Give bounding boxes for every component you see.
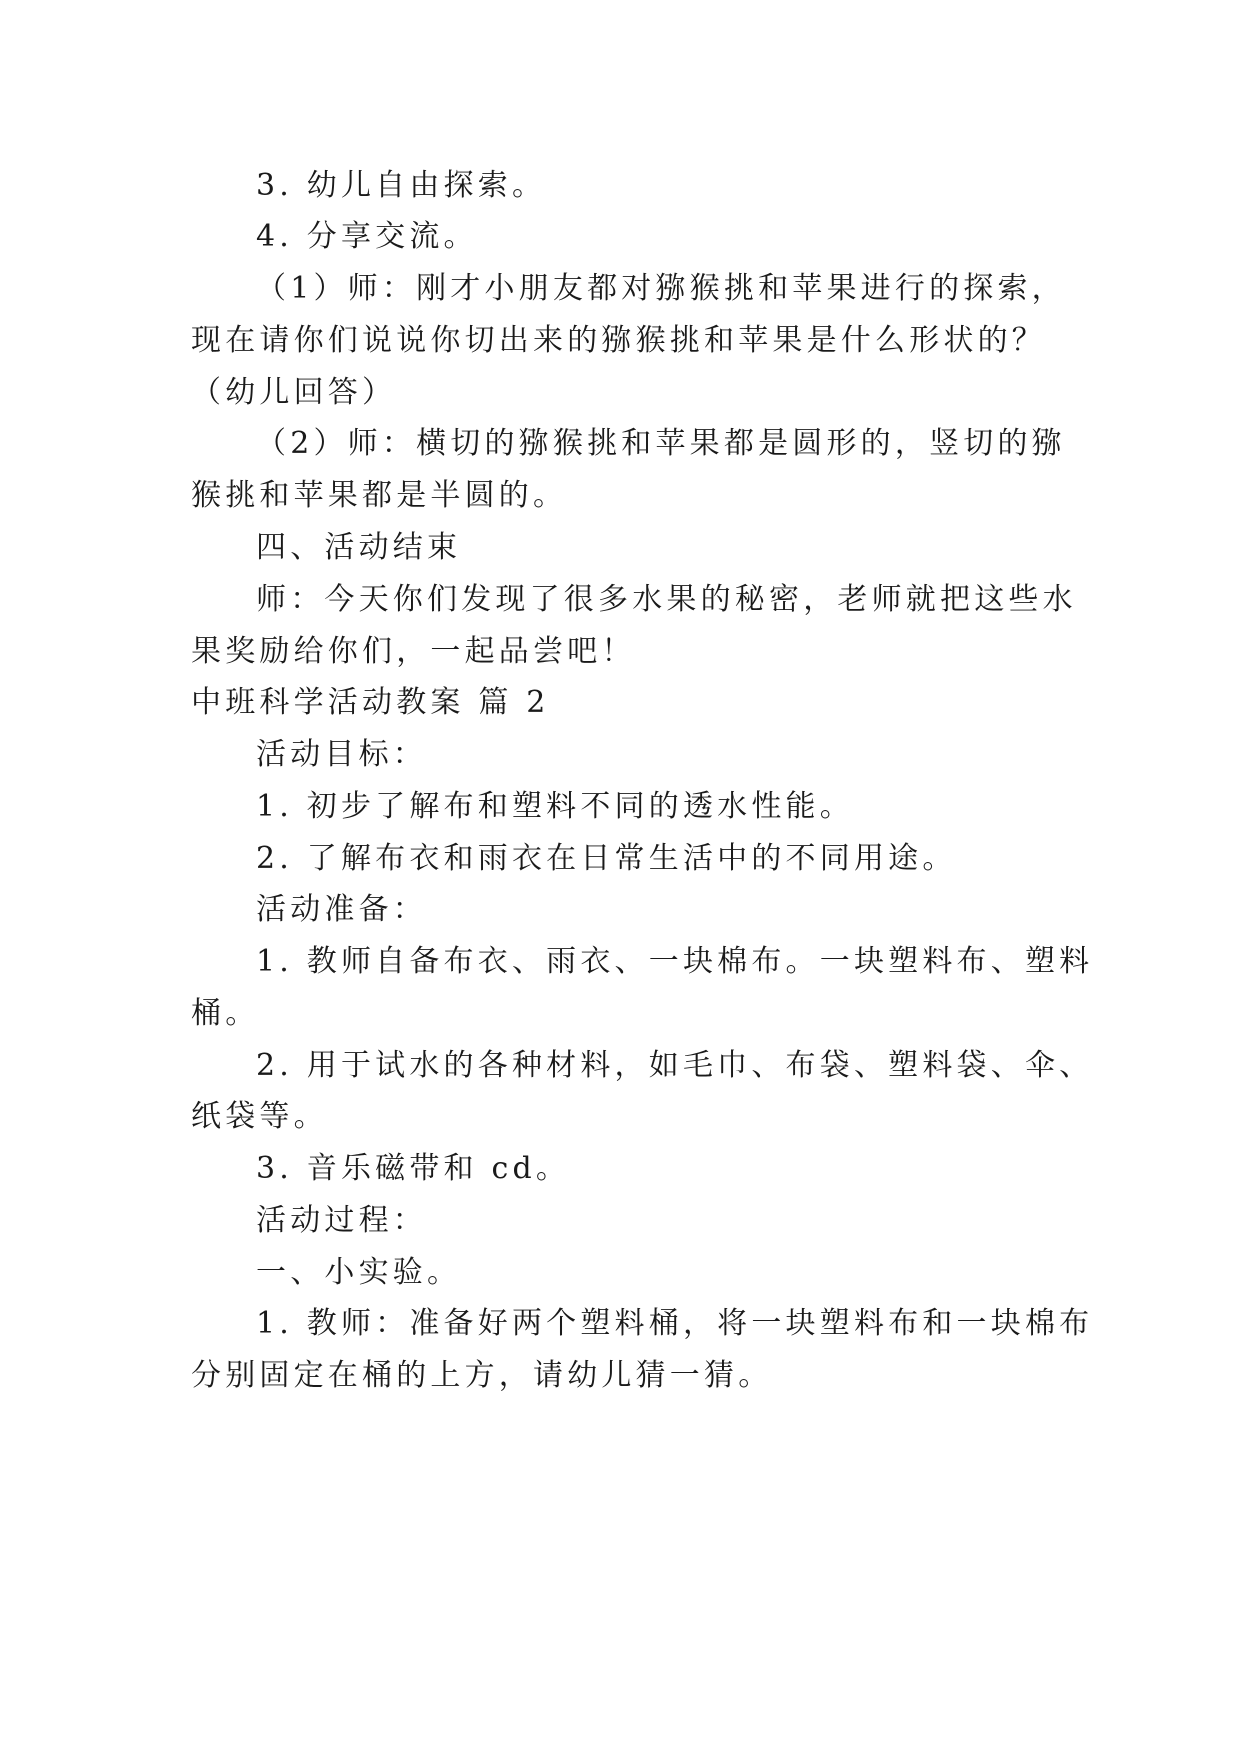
text-line: （1）师：刚才小朋友都对猕猴挑和苹果进行的探索， xyxy=(256,271,1066,306)
text-line: 1. 教师：准备好两个塑料桶，将一块塑料布和一块棉布 xyxy=(256,1306,1094,1341)
text-line: （2）师：横切的猕猴挑和苹果都是圆形的，竖切的猕 xyxy=(256,426,1066,461)
text-line: 四、活动结束 xyxy=(256,530,462,565)
text-line: 纸袋等。 xyxy=(191,1099,328,1134)
text-line: 分别固定在桶的上方，请幼儿猜一猜。 xyxy=(191,1358,773,1393)
text-line: 活动过程： xyxy=(256,1203,427,1238)
text-line: 桶。 xyxy=(191,996,260,1031)
text-line: 3. 幼儿自由探索。 xyxy=(256,168,547,203)
text-line: 师：今天你们发现了很多水果的秘密，老师就把这些水 xyxy=(256,582,1077,617)
section-heading: 中班科学活动教案 篇 2 xyxy=(191,685,550,720)
text-line: 2. 用于试水的各种材料，如毛巾、布袋、塑料袋、伞、 xyxy=(256,1048,1094,1083)
text-line: 现在请你们说说你切出来的猕猴挑和苹果是什么形状的？ xyxy=(191,323,1046,358)
text-line: 3. 音乐磁带和 cd。 xyxy=(256,1151,571,1186)
text-line: （幼儿回答） xyxy=(191,375,397,410)
text-line: 2. 了解布衣和雨衣在日常生活中的不同用途。 xyxy=(256,841,957,876)
text-line: 活动目标： xyxy=(256,737,427,772)
text-line: 活动准备： xyxy=(256,892,427,927)
text-line: 4. 分享交流。 xyxy=(256,219,478,254)
text-line: 1. 教师自备布衣、雨衣、一块棉布。一块塑料布、塑料 xyxy=(256,944,1094,979)
text-line: 一、小实验。 xyxy=(256,1255,462,1290)
text-line: 猴挑和苹果都是半圆的。 xyxy=(191,478,568,513)
text-line: 1. 初步了解布和塑料不同的透水性能。 xyxy=(256,789,854,824)
text-line: 果奖励给你们，一起品尝吧！ xyxy=(191,634,636,669)
